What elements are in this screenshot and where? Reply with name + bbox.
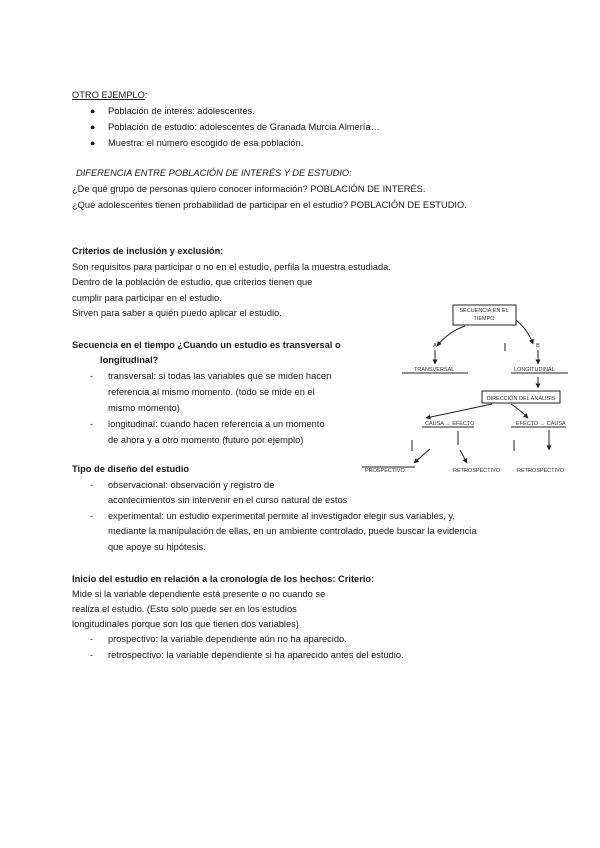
diagram-top-label-1: SECUENCIA EN EL (459, 308, 509, 314)
diagram-top-label-2: TIEMPO (473, 316, 495, 322)
list-item-line: prospectivo: la variable dependiente aún no ha aparecido. (108, 634, 347, 644)
list-item-line: que apoye su hipótesis. (108, 542, 206, 552)
start-line: realiza el estudio. (Esto solo puede ser en los estudios (72, 604, 297, 614)
example-heading: OTRO EJEMPLO (72, 90, 145, 100)
list-item-line: referencia al mismo momento. (todo se mide en el (108, 387, 315, 397)
diagram-arrow (511, 404, 528, 418)
list-item-line: mediante la manipulación de ellas, en un ambiente controlado, puede buscar la evidencia (108, 526, 477, 536)
diagram-arrow (426, 404, 492, 418)
criteria-line: cumplir para participar en el estudio. (72, 293, 222, 303)
list-item-line: acontecimientos sin intervenir en el curso natural de estos (108, 495, 348, 505)
design-heading: Tipo de diseño del estudio (72, 464, 190, 474)
list-item-line: longitudinal: cuando hacen referencia a un momento (108, 419, 325, 429)
diagram-retro-a: RETROSPECTIVO (453, 468, 501, 474)
list-item-line: transversal: si todas las variables que se miden hacen (108, 371, 332, 381)
dash-marker: - (90, 371, 94, 381)
criteria-line: Sirven para saber a quién puedo aplicar el estudio. (72, 308, 282, 318)
list-item: Muestra: el número escogido de esa población. (108, 138, 304, 148)
diagram-effect-cause: EFECTO → CAUSA (516, 421, 566, 427)
dash-marker: - (90, 480, 94, 490)
diagram-prospectivo: PROSPECTIVO (365, 468, 405, 474)
bullet-dot-icon: ● (90, 106, 96, 116)
dash-marker: - (90, 511, 94, 521)
diagram-cause-effect: CAUSA → EFECTO (425, 421, 475, 427)
list-item: Población de interés: adolescentes. (108, 106, 255, 116)
difference-line-2: ¿Qué adolescentes tienen probabilidad de participar en el estudio? POBLACIÓN DE ESTUDIO. (72, 200, 467, 210)
sequence-heading-line-1: Secuencia en el tiempo ¿Cuando un estudio es transversal o (72, 340, 341, 350)
dash-marker: - (90, 634, 94, 644)
dash-marker: - (90, 419, 94, 429)
list-item-line: mismo momento) (108, 403, 180, 413)
diagram-arrow (460, 450, 467, 463)
difference-line-1: ¿De qué grupo de personas quiero conocer información? POBLACIÓN DE INTERÉS. (72, 184, 426, 194)
diagram-arrow (516, 320, 533, 344)
criteria-line: Dentro de la población de estudio, que criterios tienen que (72, 277, 313, 287)
start-heading: Inicio del estudio en relación a la cronología de los hechos: Criterio: (72, 574, 375, 584)
diagram-longitudinal: LONGITUDINAL (514, 367, 555, 373)
list-item-line: retrospectivo: la variable dependiente si ha aparecido antes del estudio. (108, 650, 404, 660)
list-item-line: de ahora y a otro momento (futuro por ejemplo) (108, 435, 304, 445)
diagram-direction: DIRECCIÓN DEL ANÁLISIS (486, 396, 556, 402)
start-line: longitudinales porque son los que tienen dos variables) (72, 619, 299, 629)
diagram-transversal: TRANSVERSAL (414, 367, 455, 373)
bullet-dot-icon: ● (90, 122, 96, 132)
criteria-line: Son requisitos para participar o no en el estudio, perfila la muestra estudiada. (72, 262, 391, 272)
diagram-label-b: B (536, 343, 540, 349)
diagram-arrow (437, 326, 465, 346)
sequence-heading-line-2: longitudinal? (100, 355, 159, 365)
difference-heading: DIFERENCIA ENTRE POBLACIÓN DE INTERÉS Y DE ESTUDIO: (76, 168, 352, 178)
dash-marker: - (90, 650, 94, 660)
list-item: Población de estudio: adolescentes de Granada Murcia Almería… (108, 122, 380, 132)
diagram-arrow (414, 449, 430, 463)
diagram-label-a: A (433, 343, 437, 349)
diagram-retro-b: RETROSPECTIVO (517, 468, 565, 474)
list-item-line: experimental: un estudio experimental permite al investigador elegir sus variables, y, (108, 511, 456, 521)
bullet-dot-icon: ● (90, 138, 96, 148)
criteria-heading: Criterios de inclusión y exclusión: (72, 246, 224, 256)
example-heading-colon: : (144, 90, 148, 100)
start-line: Mide si la variable dependiente está presente o no cuando se (72, 589, 326, 599)
list-item-line: observacional: observación y registro de (108, 480, 275, 490)
